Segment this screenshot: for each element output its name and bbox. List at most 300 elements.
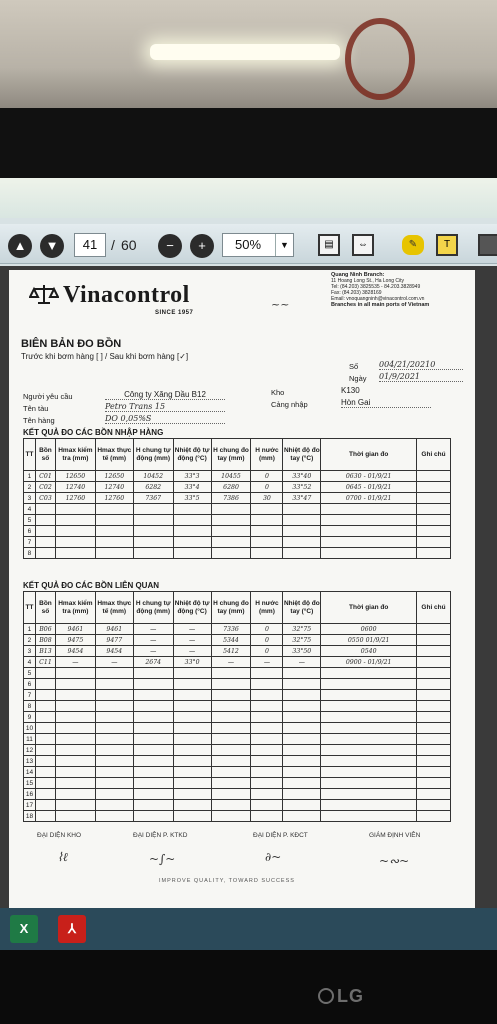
background-wall [0, 0, 497, 112]
table-cell-hmax-tt [95, 712, 133, 723]
table-cell-nd-td [173, 800, 211, 811]
table-cell-gc [417, 734, 451, 745]
table-cell-hmax-tt: — [95, 657, 133, 668]
table-cell-h-nuoc: 0 [251, 482, 283, 493]
table-cell-tt: 5 [24, 515, 36, 526]
chevron-down-icon[interactable]: ▼ [275, 234, 293, 256]
table-cell-h-td [133, 690, 173, 701]
table-cell-hmax-tt [95, 515, 133, 526]
table-cell-hmax-tt [95, 789, 133, 800]
table-cell-hmax-tt: 9454 [95, 646, 133, 657]
table-cell-tt: 8 [24, 701, 36, 712]
table-row [24, 811, 451, 822]
table-row [24, 800, 451, 811]
ngay-value: 01/9/2021 [379, 372, 463, 382]
brand-since: SINCE 1957 [155, 310, 194, 316]
table-cell-h-dt [211, 679, 251, 690]
highlight-icon[interactable]: T [436, 234, 458, 256]
table-row [24, 526, 451, 537]
sig-giam-dinh-label: GIÁM ĐỊNH VIÊN [369, 832, 421, 839]
table-cell-hmax-tt [95, 504, 133, 515]
table-cell-h-nuoc [251, 756, 283, 767]
table-cell-h-dt [211, 745, 251, 756]
table-cell-h-nuoc: 0 [251, 471, 283, 482]
table-cell-bon [35, 504, 55, 515]
table-cell-hmax-kt [55, 548, 95, 559]
signature-kdct: ∂~ [265, 850, 282, 864]
table-cell-h-td [133, 504, 173, 515]
table-cell-h-dt: 7386 [211, 493, 251, 504]
arrow-up-icon[interactable]: ▲ [8, 234, 32, 258]
table-cell-bon: B06 [35, 624, 55, 635]
table-cell-nd-td [173, 734, 211, 745]
brand-name: Vinacontrol [63, 282, 190, 308]
table-cell-gc [417, 646, 451, 657]
table-cell-gc [417, 701, 451, 712]
table-cell-bon [35, 515, 55, 526]
table-cell-bon [35, 723, 55, 734]
table-header-row [24, 439, 451, 471]
table-cell-h-td [133, 767, 173, 778]
table-cell-nd-td: — [173, 635, 211, 646]
table-cell-tg [321, 778, 417, 789]
table-cell-tg: 0600 [321, 624, 417, 635]
table-cell-hmax-kt [55, 679, 95, 690]
table-cell-tg [321, 515, 417, 526]
section-import-tanks: KẾT QUẢ ĐO CÁC BỒN NHẬP HÀNG [23, 428, 164, 437]
table-cell-bon [35, 756, 55, 767]
table-cell-tt: 9 [24, 712, 36, 723]
table-cell-h-td [133, 548, 173, 559]
signature-kho: ⌇ℓ [57, 850, 68, 864]
ten-hang-value: DO 0,05%S [105, 414, 225, 424]
table-cell-nd-dt: 33°40 [283, 471, 321, 482]
column-header: Hmax thực tế (mm) [95, 592, 133, 624]
table-cell-nd-dt [283, 504, 321, 515]
table-cell-hmax-tt [95, 723, 133, 734]
table-cell-hmax-kt [55, 504, 95, 515]
table-cell-gc [417, 723, 451, 734]
monitor-brand [318, 986, 364, 1007]
table-cell-gc [417, 690, 451, 701]
table-cell-nd-td [173, 690, 211, 701]
table-cell-tt: 6 [24, 526, 36, 537]
zoom-select[interactable] [222, 233, 294, 257]
table-cell-nd-td [173, 537, 211, 548]
table-cell-tg [321, 679, 417, 690]
table-cell-hmax-kt [55, 690, 95, 701]
so-value: 004/21/20210 [379, 360, 463, 370]
table-cell-gc [417, 712, 451, 723]
table-row [24, 635, 451, 646]
table-cell-h-dt [211, 734, 251, 745]
page-total: 60 [121, 237, 137, 253]
table-cell-h-dt [211, 526, 251, 537]
table-row [24, 712, 451, 723]
table-cell-gc [417, 745, 451, 756]
table-cell-bon: C03 [35, 493, 55, 504]
table-cell-h-td [133, 800, 173, 811]
branch-name: Quang Ninh Branch: [331, 272, 385, 278]
table-cell-bon [35, 789, 55, 800]
table-cell-nd-dt [283, 548, 321, 559]
table-cell-tt: 11 [24, 734, 36, 745]
table-cell-bon [35, 679, 55, 690]
table-cell-tg [321, 767, 417, 778]
table-cell-h-td [133, 701, 173, 712]
table-cell-hmax-tt [95, 778, 133, 789]
table-row [24, 701, 451, 712]
table-cell-bon: B13 [35, 646, 55, 657]
table-cell-gc [417, 756, 451, 767]
table-cell-hmax-tt [95, 679, 133, 690]
table-header-row [24, 592, 451, 624]
table-cell-nd-dt [283, 537, 321, 548]
table-cell-hmax-tt: 9461 [95, 624, 133, 635]
table-cell-tg: 0900 - 01/9/21 [321, 657, 417, 668]
table-row [24, 624, 451, 635]
table-cell-bon [35, 811, 55, 822]
table-cell-h-nuoc [251, 712, 283, 723]
table-cell-hmax-kt [55, 668, 95, 679]
column-header: Ghi chú [417, 592, 451, 624]
branch-tel: Tel: (84.203) 3825535 - 84.203.3828949 [331, 284, 421, 290]
table-cell-nd-dt [283, 734, 321, 745]
ten-hang-label: Tên hàng [23, 416, 55, 425]
table-cell-hmax-tt [95, 800, 133, 811]
table-cell-h-td: — [133, 646, 173, 657]
column-header: H nước (mm) [251, 439, 283, 471]
wall-emblem [345, 18, 415, 100]
table-cell-nd-td: — [173, 646, 211, 657]
table-cell-tg [321, 756, 417, 767]
column-header: Nhiệt độ đo tay (°C) [283, 592, 321, 624]
table-cell-hmax-tt: 12650 [95, 471, 133, 482]
monitor-brand-text: LG [337, 986, 364, 1006]
table-cell-h-td: 2674 [133, 657, 173, 668]
pdf-toolbar [0, 224, 497, 264]
table-cell-hmax-kt [55, 723, 95, 734]
table-cell-h-nuoc [251, 690, 283, 701]
table-cell-tg [321, 712, 417, 723]
table-cell-h-td: 7367 [133, 493, 173, 504]
table-cell-h-td [133, 756, 173, 767]
table-cell-tg [321, 690, 417, 701]
monitor-bezel-top [0, 108, 497, 180]
table-cell-tg: 0645 - 01/9/21 [321, 482, 417, 493]
arrow-down-icon[interactable]: ▼ [40, 234, 64, 258]
table-row [24, 690, 451, 701]
table-cell-nd-td: 33°0 [173, 657, 211, 668]
table-cell-tt: 12 [24, 745, 36, 756]
branch-note: Branches in all main ports of Vietnam [331, 302, 430, 308]
table-cell-h-dt [211, 723, 251, 734]
column-header: Nhiệt độ tự động (°C) [173, 439, 211, 471]
table-cell-nd-td [173, 811, 211, 822]
cang-nhap-label: Cảng nhập [271, 400, 308, 409]
minus-icon[interactable]: − [158, 234, 182, 258]
table-cell-h-td [133, 712, 173, 723]
table-cell-tt: 2 [24, 635, 36, 646]
table-cell-h-dt: 6280 [211, 482, 251, 493]
column-header: H chung đo tay (mm) [211, 592, 251, 624]
table-cell-h-nuoc: 0 [251, 635, 283, 646]
lg-logo-icon [318, 988, 334, 1004]
table-cell-hmax-kt [55, 526, 95, 537]
table-cell-tt: 13 [24, 756, 36, 767]
table-cell-nd-dt [283, 668, 321, 679]
table-cell-hmax-kt [55, 800, 95, 811]
excel-icon[interactable]: X [10, 915, 38, 943]
table-cell-tt: 4 [24, 657, 36, 668]
table-cell-h-nuoc [251, 789, 283, 800]
table-cell-hmax-kt: 9461 [55, 624, 95, 635]
table-cell-h-dt: 5344 [211, 635, 251, 646]
document-page [9, 270, 475, 912]
kho-label: Kho [271, 388, 285, 397]
table-cell-nd-td [173, 701, 211, 712]
zoom-value: 50% [235, 237, 262, 252]
document-subtitle: Trước khi bơm hàng [ ] / Sau khi bơm hàng [✓] [21, 352, 189, 361]
table-cell-h-dt [211, 515, 251, 526]
table-row [24, 471, 451, 482]
table-cell-h-dt: — [211, 657, 251, 668]
table-cell-h-dt [211, 811, 251, 822]
monitor-bezel-bottom [0, 950, 497, 1024]
table-cell-hmax-kt [55, 734, 95, 745]
column-header: Hmax kiểm tra (mm) [55, 592, 95, 624]
table-cell-bon: B08 [35, 635, 55, 646]
pdf-icon[interactable]: ⅄ [58, 915, 86, 943]
table-cell-nd-dt [283, 690, 321, 701]
table-cell-h-td [133, 515, 173, 526]
table-cell-hmax-tt: 9477 [95, 635, 133, 646]
table-cell-nd-td [173, 712, 211, 723]
scale-logo-icon [29, 283, 59, 305]
table-row [24, 778, 451, 789]
table-cell-h-dt [211, 504, 251, 515]
table-cell-nd-dt: 32°75 [283, 624, 321, 635]
column-header: TT [24, 592, 36, 624]
cang-nhap-value: Hòn Gai [341, 398, 431, 408]
table-cell-h-nuoc [251, 668, 283, 679]
table-cell-h-td [133, 734, 173, 745]
table-cell-h-dt [211, 537, 251, 548]
table-cell-h-dt [211, 756, 251, 767]
table-cell-h-nuoc [251, 734, 283, 745]
table-cell-h-nuoc [251, 778, 283, 789]
table-cell-h-td: 10452 [133, 471, 173, 482]
table-cell-gc [417, 493, 451, 504]
import-tanks-table [23, 438, 451, 559]
signature-giam-dinh: ~∾~ [379, 854, 410, 868]
page-number-input[interactable]: 41 [74, 233, 106, 257]
table-row [24, 646, 451, 657]
table-cell-tt: 5 [24, 668, 36, 679]
table-cell-h-td [133, 679, 173, 690]
comment-icon[interactable]: ✎ [402, 235, 424, 255]
table-row [24, 537, 451, 548]
column-header: Thời gian đo [321, 439, 417, 471]
table-cell-nd-td [173, 515, 211, 526]
table-cell-hmax-kt [55, 701, 95, 712]
table-cell-h-dt [211, 800, 251, 811]
table-cell-h-td [133, 778, 173, 789]
table-cell-h-nuoc [251, 723, 283, 734]
table-cell-h-dt [211, 690, 251, 701]
table-cell-hmax-kt: — [55, 657, 95, 668]
table-cell-h-td: — [133, 624, 173, 635]
table-cell-hmax-kt [55, 789, 95, 800]
table-cell-hmax-tt: 12760 [95, 493, 133, 504]
table-row [24, 482, 451, 493]
table-cell-tt: 15 [24, 778, 36, 789]
table-cell-hmax-kt: 9475 [55, 635, 95, 646]
branch-email: Email: vnoquangninh@vinacontrol.com.vn [331, 296, 425, 302]
table-cell-nd-td [173, 548, 211, 559]
table-cell-tg [321, 734, 417, 745]
document-title: BIÊN BẢN ĐO BỒN [21, 338, 122, 350]
document-viewport[interactable] [0, 266, 497, 914]
table-cell-h-td [133, 668, 173, 679]
table-cell-nd-dt [283, 712, 321, 723]
table-cell-tt: 14 [24, 767, 36, 778]
column-header: Ghi chú [417, 439, 451, 471]
table-cell-h-nuoc [251, 701, 283, 712]
table-cell-tg [321, 668, 417, 679]
table-cell-nd-td [173, 668, 211, 679]
table-cell-nd-dt [283, 778, 321, 789]
ten-tau-value: Petro Trans 15 [105, 402, 225, 412]
table-cell-h-nuoc [251, 767, 283, 778]
ngay-label: Ngày [349, 374, 367, 383]
table-cell-bon [35, 778, 55, 789]
table-cell-tg [321, 745, 417, 756]
table-cell-gc [417, 668, 451, 679]
table-cell-gc [417, 679, 451, 690]
table-cell-h-dt [211, 701, 251, 712]
column-header: Hmax kiểm tra (mm) [55, 439, 95, 471]
branch-address: 11 Hoang Long St., Ha Long City [331, 278, 405, 284]
fit-page-icon[interactable]: ▤ [318, 234, 340, 256]
table-cell-nd-dt [283, 701, 321, 712]
table-row [24, 745, 451, 756]
sig-kho-label: ĐẠI DIỆN KHO [37, 832, 82, 839]
table-cell-gc [417, 504, 451, 515]
table-cell-hmax-kt [55, 537, 95, 548]
table-cell-h-dt: 5412 [211, 646, 251, 657]
brand-logo [29, 282, 190, 309]
table-cell-nd-dt [283, 679, 321, 690]
table-cell-nd-dt [283, 789, 321, 800]
table-cell-nd-td [173, 778, 211, 789]
plus-icon[interactable]: + [190, 234, 214, 258]
table-cell-bon: C02 [35, 482, 55, 493]
table-cell-h-nuoc: 30 [251, 493, 283, 504]
table-cell-bon [35, 668, 55, 679]
table-cell-gc [417, 537, 451, 548]
table-cell-bon [35, 734, 55, 745]
sig-kdct-label: ĐẠI DIỆN P. KĐCT [253, 832, 308, 839]
table-cell-h-nuoc [251, 800, 283, 811]
table-cell-gc [417, 548, 451, 559]
table-cell-tg [321, 548, 417, 559]
table-cell-tg [321, 701, 417, 712]
tools-icon[interactable] [478, 234, 497, 256]
column-header: TT [24, 439, 36, 471]
table-cell-h-nuoc [251, 745, 283, 756]
table-cell-tg [321, 526, 417, 537]
table-cell-tg [321, 800, 417, 811]
table-cell-h-td [133, 723, 173, 734]
column-header: Thời gian đo [321, 592, 417, 624]
table-cell-h-td: — [133, 635, 173, 646]
table-cell-hmax-tt [95, 756, 133, 767]
table-cell-bon [35, 745, 55, 756]
table-cell-nd-dt: 33°50 [283, 646, 321, 657]
table-cell-h-nuoc: 0 [251, 646, 283, 657]
table-cell-tt: 7 [24, 690, 36, 701]
table-cell-tt: 10 [24, 723, 36, 734]
table-cell-nd-dt: — [283, 657, 321, 668]
branch-fax: Fax: (84.203) 3828169 [331, 290, 382, 296]
fit-width-icon[interactable]: ⇔ [352, 234, 374, 256]
table-cell-bon [35, 537, 55, 548]
table-cell-gc [417, 778, 451, 789]
table-cell-h-nuoc [251, 504, 283, 515]
table-cell-tt: 7 [24, 537, 36, 548]
tagline: IMPROVE QUALITY, TOWARD SUCCESS [159, 878, 295, 884]
table-cell-hmax-kt: 12650 [55, 471, 95, 482]
table-cell-tg [321, 811, 417, 822]
ten-tau-label: Tên tàu [23, 404, 49, 413]
table-cell-gc [417, 767, 451, 778]
windows-taskbar [0, 908, 497, 950]
table-cell-h-nuoc [251, 548, 283, 559]
table-cell-tt: 6 [24, 679, 36, 690]
table-cell-hmax-kt [55, 756, 95, 767]
table-cell-h-dt [211, 789, 251, 800]
table-cell-nd-dt [283, 767, 321, 778]
table-cell-tt: 8 [24, 548, 36, 559]
table-cell-gc [417, 526, 451, 537]
table-cell-tt: 2 [24, 482, 36, 493]
table-cell-tt: 1 [24, 471, 36, 482]
table-row [24, 493, 451, 504]
table-cell-tg: 0550 01/9/21 [321, 635, 417, 646]
table-cell-nd-td [173, 745, 211, 756]
table-cell-hmax-tt [95, 668, 133, 679]
table-cell-hmax-kt: 9454 [55, 646, 95, 657]
table-cell-h-td [133, 537, 173, 548]
table-cell-h-nuoc [251, 515, 283, 526]
table-cell-h-nuoc [251, 679, 283, 690]
table-cell-nd-dt [283, 745, 321, 756]
table-cell-nd-td [173, 526, 211, 537]
table-cell-nd-td: 33°5 [173, 493, 211, 504]
table-cell-tt: 4 [24, 504, 36, 515]
table-cell-hmax-kt [55, 745, 95, 756]
kho-value: K130 [341, 386, 360, 395]
table-cell-gc [417, 635, 451, 646]
table-cell-gc [417, 482, 451, 493]
table-cell-gc [417, 657, 451, 668]
nguoi-yeu-cau-value: Công ty Xăng Dầu B12 [105, 390, 225, 400]
table-cell-hmax-tt [95, 537, 133, 548]
page-separator: / [111, 237, 115, 253]
table-cell-tt: 17 [24, 800, 36, 811]
table-cell-bon [35, 800, 55, 811]
